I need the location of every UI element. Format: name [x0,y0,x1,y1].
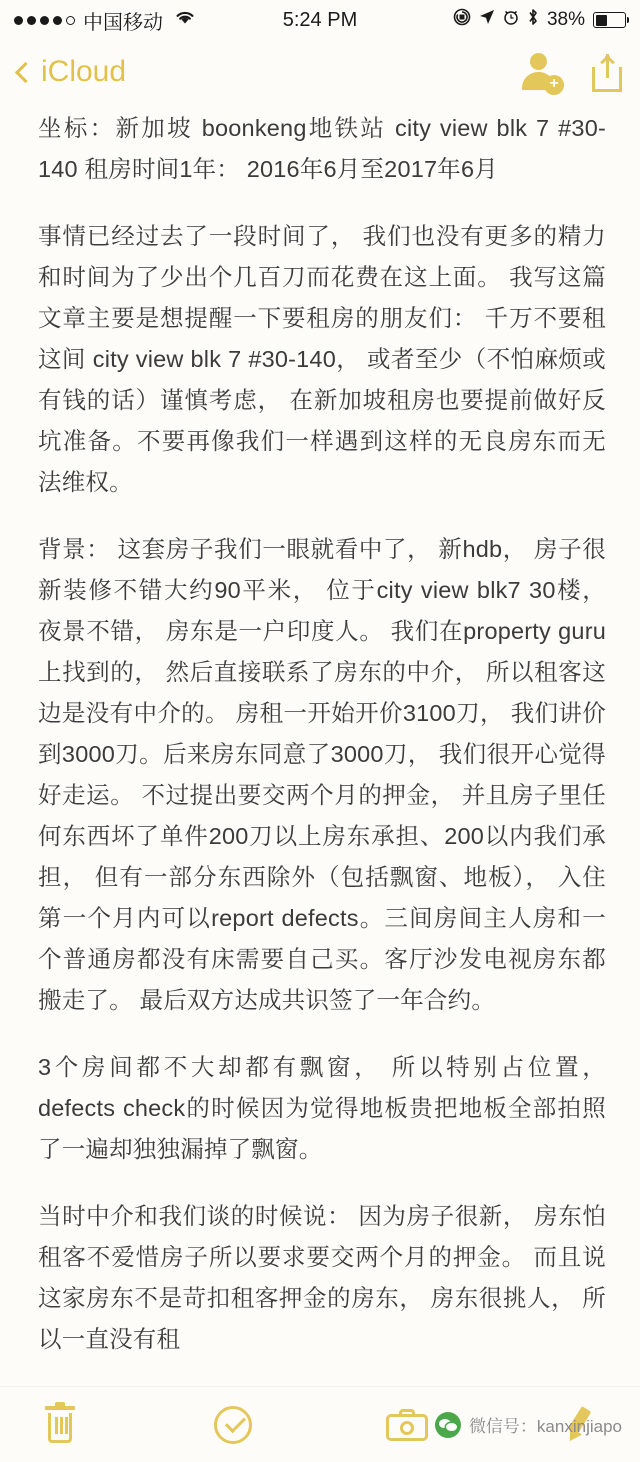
back-button[interactable] [18,55,126,89]
battery-percent-label: 38% [546,9,585,30]
status-bar-time: 5:24 PM [282,8,358,31]
status-bar [0,0,640,40]
status-bar-right [453,8,626,32]
note-paragraph: 当时中介和我们谈的时候说： 因为房子很新， 房东怕租客不爱惜房子所以要求要交两个月的押金。 而且说这家房东不是苛扣租客押金的房东， 房东很挑人， 所以一直没有租 [38,1203,606,1352]
signal-dot [14,16,23,25]
navigation-bar [0,40,640,104]
note-paragraph: 事情已经过去了一段时间了， 我们也没有更多的精力和时间为了少出个几百刀而花费在这上面。 我写这篇文章主要是想提醒一下要租房的朋友们： 千万不要租这间 city view blk 7 #30-140， 或者至少（不怕麻烦或有钱的话）谨慎考虑， 在新加坡租房也要提前做好反坑准备。不要再像我们一样遇到这样的无良房东而无法维权。 [38,223,606,495]
note-body[interactable] [0,104,640,1386]
signal-dot-empty [66,16,75,25]
bluetooth-icon [527,8,539,32]
bottom-toolbar [0,1386,640,1462]
share-icon[interactable] [592,52,622,92]
trash-icon[interactable] [34,1399,86,1451]
back-button-label: iCloud [41,55,127,88]
chevron-left-icon [15,61,36,82]
navigation-bar-actions [518,50,622,94]
signal-dot [53,16,62,25]
carrier-label: 中国移动 [83,11,163,34]
status-bar-left [14,6,197,35]
rotation-lock-icon [453,8,471,32]
add-person-icon[interactable]: + [518,50,562,94]
wechat-logo-icon [435,1412,461,1438]
watermark [435,1412,622,1438]
alarm-icon [503,9,519,31]
wifi-icon [173,8,197,32]
note-paragraph: 背景： 这套房子我们一眼就看中了， 新hdb， 房子很新装修不错大约90平米， 位于city view blk7 30楼， 夜景不错， 房东是一户印度人。 我们在property guru上找到的， 然后直接联系了房东的中介， 所以租客这边是没有中介的。 房租一开始开价3100刀， 我们讲价到3000刀。后来房东同意了3000刀， 我们很开心觉得好走运。 不过提出要交两个月的押金， 并且房子里任何东西坏了单件200刀以上房东承担、200以内我们承担， 但有一部分东西除外（包括飘窗、地板）， 入住第一个月内可以report defects。三间房间主人房和一个普通房都没有床需要自己买。客厅沙发电视房东都搬走了。 最后双方达成共识签了一年合约。 [38,536,606,1013]
camera-icon[interactable] [381,1399,433,1451]
signal-strength-dots [14,16,75,25]
signal-dot [27,16,36,25]
checkmark-circle-icon[interactable] [207,1399,259,1451]
note-paragraph: 3个房间都不大却都有飘窗， 所以特别占位置， defects check的时候因为觉得地板贵把地板全部拍照了一遍却独独漏掉了飘窗。 [38,1054,606,1162]
location-arrow-icon [479,9,495,31]
watermark-text: 微信号：kanxinjiapo [468,1417,622,1436]
battery-icon [593,12,626,28]
signal-dot [40,16,49,25]
note-paragraph: 坐标：新加坡 boonkeng地铁站 city view blk 7 #30-140 租房时间1年： 2016年6月至2017年6月 [38,115,606,182]
